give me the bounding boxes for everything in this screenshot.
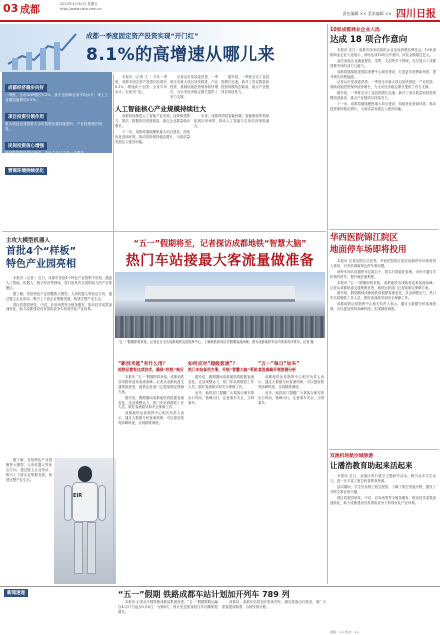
bottom-paragraph: 本报讯 记者从中国铁路成都局集团获悉，“五一”假期铁路运输自4月27日起至5月4日，为期8天，预计发送旅客较往年同期明显增长。 [118, 600, 218, 614]
bottom-kicker: 新闻速递 [4, 589, 28, 597]
right-paragraph: 据介绍，假期期间成都地铁将根据客流变化，灵活调整运力，热门车站将增派工作人员，做好客流疏导和安全保障工作。 [330, 291, 436, 301]
sidebar-label: 民间投资信心增强 [5, 142, 47, 150]
masthead [0, 0, 440, 22]
holiday-kicker: “五一”假期将至，记者探访成都地铁“智慧大脑” [133, 239, 307, 248]
section-divider [329, 449, 439, 450]
lead-kicker: 成都一季度固定资产投资实现“开门红” [86, 32, 199, 40]
lead-sidebar [2, 72, 112, 180]
right-mid-kicker: 华西医院锦江院区 [330, 233, 399, 243]
right-paragraph: 园区将提供研发、中试、应用场景等全链条服务，推动技术成果加速转化，助力成都建设具有国际竞争力的现代化产业体系。 [330, 495, 436, 505]
holiday-col-1 [118, 375, 184, 585]
holiday-paragraph: 本报讯 “五一”假期即将来临，成都地铁各线路将迎来客流高峰。记者从成都轨道交通集团获悉，地铁运营部门已提前制定保障方案。 [118, 375, 184, 394]
robot-article-col [6, 276, 112, 456]
lead-article-col-1 [115, 75, 167, 103]
metro-platform [145, 286, 295, 302]
lead-article-col-3 [221, 75, 269, 103]
holiday-col-3 [258, 375, 324, 585]
holiday-section-sub: 客流高峰开展预测分析 [258, 367, 296, 372]
bottom-paragraph: 成都站、成都东站将加开旅客列车，满足旅客出行需求，请广大旅客提前购票，合理安排行程。 [222, 600, 326, 609]
sidebar-item [5, 132, 109, 156]
lead-paragraph: 本报讯（记者 王 ）今年一季度，成都市固定资产投资同比增长8.1%，增速高于全国、全省平均水平，实现开门红。 [115, 75, 167, 94]
right-paragraph: 该停车场共设置停车位数百个，将实行智能化管理，市民可通过手机预约停车，提升就医便利度。 [330, 269, 436, 279]
holiday-section-title: “新技术能”有什么用？ [118, 362, 168, 367]
holiday-paragraph: 据介绍，假期期间成都地铁将根据客流变化，灵活调整运力，热门车站将增派工作人员，做好客流疏导和安全保障工作。 [188, 375, 254, 389]
sidebar-label: 项目投资引领作用 [5, 113, 47, 121]
robot-article-col-lower [6, 458, 52, 584]
robot-body [72, 482, 98, 522]
right-low-title: 让潘浩教育助起来活起来 [330, 461, 413, 470]
footer-line: 排版：×× 校对：×× [330, 630, 360, 634]
robot-paragraph: 园区将提供研发、中试、应用场景等全链条服务，推动技术成果加速转化，助力成都建设具有国际竞争力的现代化产业体系。 [6, 302, 112, 312]
sidebar-body: 建立项目服务专员制度，全流程跟踪服务重点项目落地建设。 [5, 175, 103, 180]
masthead-right [342, 5, 436, 20]
sidebar-body: 一季度，全市GDP增长5.2%，高于全国和全省平均水平；规上工业增加值增长4.5%。 [5, 93, 109, 102]
ai-story-col-1 [115, 114, 190, 229]
crowd [115, 316, 325, 338]
bottom-col-2 [222, 600, 326, 630]
right-paragraph: 下一步，成都将继续聚焦重大项目建设，持续优化营商环境，推动投资保持稳定增长，为高质量发展注入强劲动能。 [330, 102, 436, 111]
sidebar-item [5, 74, 109, 102]
robot-title-line-1: 首批4个“样板” [6, 246, 77, 257]
ai-paragraph: 成都持续推进人工智能产业发展，加快构建算力、算法、数据协同发展格局，重点企业数量稳步增长。 [115, 114, 190, 128]
site-url[interactable]: http://www.cdrb.com.cn [60, 7, 102, 11]
column-divider [327, 24, 328, 584]
sidebar-body: 民间投资增长超过两成，市场主体活力进一步激发。 [5, 151, 88, 156]
right-paragraph: 记者从市发改委获悉，一季度全市重大项目加快推进，产业投资、基础设施投资保持较快增长，为全市经济稳定增长提供了有力支撑。 [330, 80, 436, 90]
robot-paragraph: 本报讯（记者 ）近日，成都市首批4个特色产业园集中亮相，涵盖人工智能、机器人、数字经济等领域，将打造具有全国影响力的产业集聚区。 [6, 276, 112, 290]
robot-head [78, 466, 92, 482]
holiday-col-2 [188, 375, 254, 585]
ai-paragraph: 下一步，成都将继续聚焦重大项目建设，持续优化营商环境，推动投资保持稳定增长，为高质量发展注入强劲动能。 [115, 129, 190, 144]
robot-leg [87, 522, 96, 574]
lead-paragraph: 记者从市发改委获悉，一季度全市重大项目加快推进，产业投资、基础设施投资保持较快增长，为全市经济稳定增长提供了有力支撑。 [170, 75, 218, 99]
holiday-section-title: “五一”每日“加车” [258, 362, 300, 367]
holiday-paragraph: 此外，地铁部门提醒广大乘客合理安排出行时间，错峰出行，注意乘车安全，文明乘车。 [188, 390, 254, 405]
robot-photo [54, 458, 116, 584]
sidebar-label: 营商环境持续优化 [5, 167, 47, 175]
robot-arm [98, 485, 106, 521]
metro-photo [115, 272, 325, 338]
sidebar-body: 重大项目完成投资占全市投资比重持续提升，产业投资增长明显。 [5, 122, 103, 131]
robot-title-line-2: 特色产业园亮相 [6, 259, 76, 270]
ai-story-title: 人工智能核心产业规模持续壮大 [115, 105, 206, 113]
masthead-meta [60, 2, 102, 12]
right-paragraph: 本报讯 记者从锦江区获悉，华西医院锦江院区地面停车场即将投入使用，可有效缓解周边停车难问题。 [330, 259, 436, 268]
page-number: 03 [3, 2, 19, 15]
right-top-kicker: 10家成都商业企业入选 [330, 28, 380, 33]
sidebar-item [5, 157, 109, 181]
right-paragraph: 此次参展企业涵盖餐饮、零售、文创等多个领域，充分展示了成都消费市场的活力与潜力。 [330, 58, 436, 68]
lead-title: 8.1%的高增速从哪儿来 [86, 45, 276, 65]
robot-kicker: 主攻大模型机器人 [6, 238, 51, 244]
holiday-paragraph: 成都地铁运营指挥中心相关负责人表示，通过大数据分析客流规律，可以提前预判高峰时段，实现精准调度。 [258, 375, 324, 389]
bottom-col-1 [118, 600, 218, 630]
bottom-title: “五一”假期 铁路成都车站计划加开列车 789 列 [118, 590, 290, 599]
chart-decoration-icon [4, 24, 84, 72]
column-divider [113, 74, 114, 584]
right-top-title: 达成 18 项合作意向 [330, 35, 408, 45]
right-mid-col [330, 259, 436, 449]
right-paragraph: 活动期间，学生们参观了航空展馆，了解了航空发展历程，激发了对航空事业的兴趣。 [330, 484, 436, 494]
right-paragraph: 据介绍，一季度全市工业投资增长迅速，新开工项目数量和投资规模均创新高，重点产业链项目持续发力。 [330, 91, 436, 101]
editor-info: 责任编辑 ×× 美术编辑 ×× [342, 11, 392, 16]
robot-paragraph: 据了解，首批特色产业园聚焦大模型、人形机器人等前沿方向，通过链主企业带动，吸引上下游企业集聚发展，构建完整产业生态。 [6, 458, 52, 482]
right-mid-title: 地面停车场即将投用 [330, 245, 407, 255]
ai-story-col-2 [194, 114, 269, 229]
ai-paragraph: 未来，成都将围绕智能终端、智能制造等领域拓展应用场景，推动人工智能与实体经济深度融合。 [194, 114, 269, 128]
right-low-kicker: 双流机场航空城旅游 [330, 454, 374, 459]
holiday-section-title: 如何应对“超级客流”？ [188, 362, 238, 367]
holiday-section-sub: 地铁运营有这项技术，确保“秒级”响应 [118, 367, 184, 372]
right-paragraph: 成都将继续推进国际消费中心城市建设，打造更多消费新场景，提升城市消费能级。 [330, 69, 436, 79]
date-line: 2023年4月30日 星期日 [60, 2, 98, 6]
robot-logo: EIR [73, 493, 83, 499]
sidebar-item [5, 103, 109, 131]
sidebar-label: 成都经济稳步向好 [5, 84, 47, 92]
right-paragraph: 成都地铁运营指挥中心相关负责人表示，通过大数据分析客流规律，可以提前预判高峰时段，实现精准调度。 [330, 302, 436, 312]
right-paragraph: 本报讯 近日，双流区举行航空主题研学活动，吸引众多学生参与，进一步丰富了航空科普教育资源。 [330, 474, 436, 483]
holiday-section-sub: 热门车站备用方案，升级”智慧大脑”系统 [188, 367, 258, 372]
right-paragraph: 本报讯 “五一”假期即将来临，成都地铁各线路将迎来客流高峰。记者从成都轨道交通集团获悉，地铁运营部门已提前制定保障方案。 [330, 280, 436, 290]
section-divider [2, 231, 326, 232]
right-low-col [330, 474, 436, 584]
right-paragraph: 本报讯 近日，成都市商务局组织企业参加消费品博览会，10家成都商业企业入选展示，现场达成18项合作意向，涉及金额超过亿元。 [330, 48, 436, 57]
lead-paragraph: 据介绍，一季度全市工业投资增长迅速，新开工项目数量和投资规模均创新高，重点产业链项目持续发力。 [221, 75, 269, 94]
photo-caption: “五一”假期即将来临，记者近日走访成都地铁运营指挥中心，了解地铁如何应对假期客流高峰。图为成都地铁车站内乘客有序乘车。记者 摄 [118, 340, 314, 344]
robot-leg [74, 522, 83, 574]
lead-article-col-2 [170, 75, 218, 103]
section-name: 成都 [20, 5, 40, 16]
robot-arm [64, 485, 72, 521]
holiday-paragraph: 据介绍，假期期间成都地铁将根据客流变化，灵活调整运力，热门车站将增派工作人员，做好客流疏导和安全保障工作。 [118, 395, 184, 410]
holiday-title: 热门车站接最大客流量做准备 [125, 253, 315, 269]
section-divider [329, 229, 439, 230]
right-top-col [330, 48, 436, 228]
holiday-paragraph: 成都地铁运营指挥中心相关负责人表示，通过大数据分析客流规律，可以提前预判高峰时段，实现精准调度。 [118, 411, 184, 426]
newspaper-logo: 四川日报 [396, 9, 436, 20]
holiday-paragraph: 此外，地铁部门提醒广大乘客合理安排出行时间，错峰出行，注意乘车安全，文明乘车。 [258, 390, 324, 405]
robot-paragraph: 据了解，首批特色产业园聚焦大模型、人形机器人等前沿方向，通过链主企业带动，吸引上下游企业集聚发展，构建完整产业生态。 [6, 291, 112, 301]
